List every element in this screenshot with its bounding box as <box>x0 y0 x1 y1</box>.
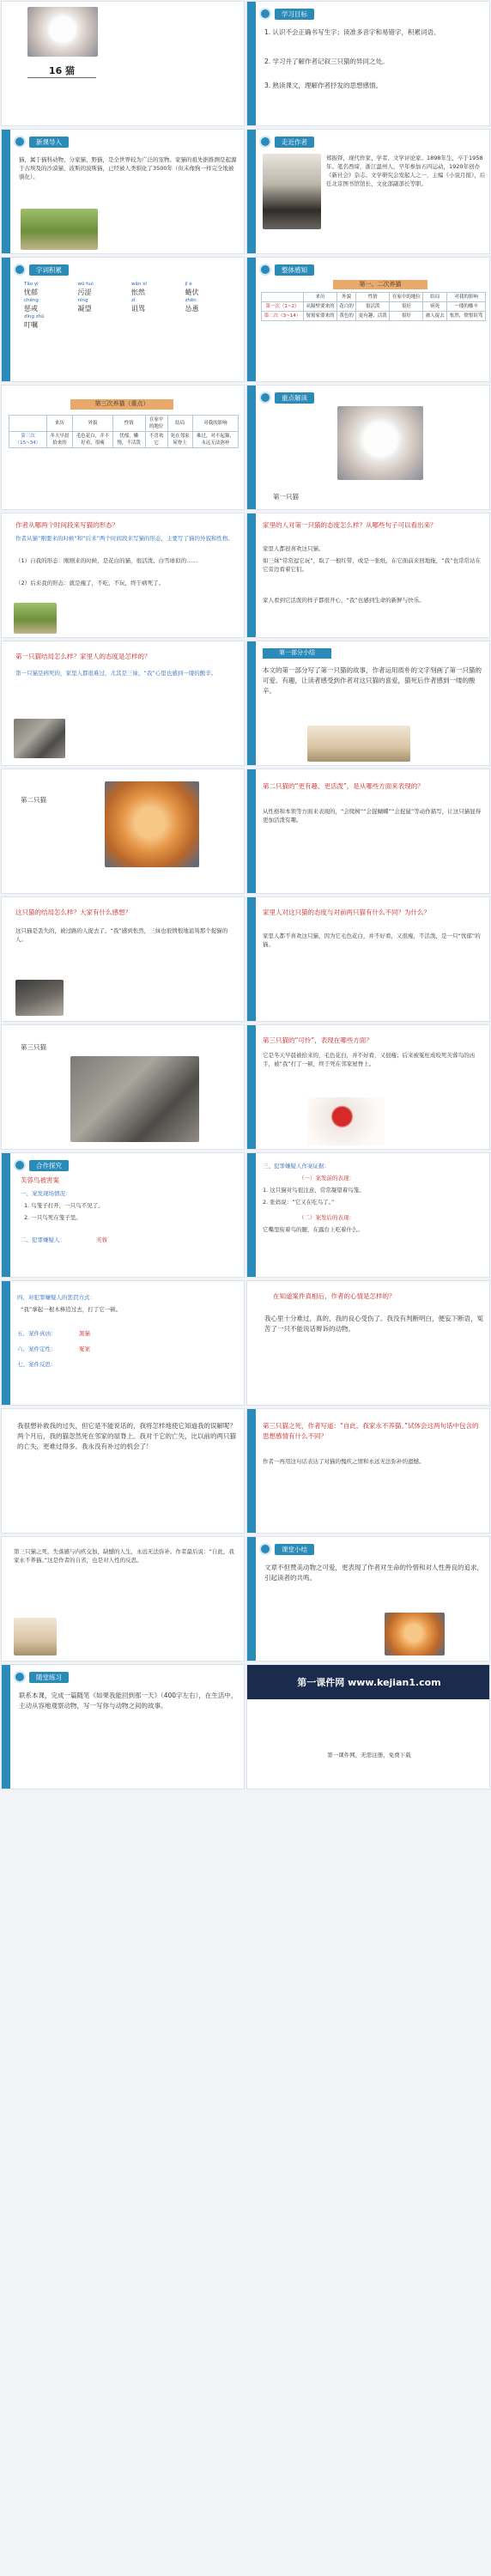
cat-flower-image <box>307 1097 385 1145</box>
cat-image <box>15 980 64 1016</box>
case-line: 1. 鸟笼子打开，一只鸟不见了。 <box>24 1202 104 1209</box>
header-label: 走近作者 <box>275 137 314 148</box>
slide-evidence[interactable] <box>246 1152 490 1278</box>
objective-1: 1. 认识不会正确书写生字；读准多音字和易错字，积累词语。 <box>264 28 440 36</box>
kitten-image <box>27 7 98 57</box>
col-header: 外貌 <box>72 416 112 432</box>
slide-q-ending[interactable] <box>1 641 245 766</box>
pinyin: Tǎo yì <box>24 282 39 287</box>
case-line: 一、案发现场情况： <box>21 1190 71 1197</box>
evidence-line: 它嘴里衔着鸟的腿，在露台上吃着什么。 <box>263 1226 363 1233</box>
side-strip <box>247 1025 256 1149</box>
slide-q-second-ending[interactable] <box>1 896 245 1022</box>
question: 家里的人对第一只猫的态度怎么样？从哪些句子可以看出来？ <box>263 521 437 529</box>
answer-2: （1）自我的形态：刚刚来的时候，是花白的猫，很活泼、白雪球似的…… <box>15 557 198 564</box>
col-header: 在家中的地位 <box>145 416 167 432</box>
slide-vocab[interactable] <box>1 257 245 382</box>
evidence-line: 2. 张妈说：“它又在吃鸟了。” <box>263 1199 335 1206</box>
answer-3: （2）后来我的形态：就是瘦了，不吃，不玩，终于病死了。 <box>15 580 165 586</box>
cat-image <box>14 719 65 758</box>
col-header: 外貌 <box>337 293 356 302</box>
header-icon <box>259 136 271 148</box>
col-header: 性情 <box>356 293 390 302</box>
slide-case[interactable] <box>1 1152 245 1278</box>
vocab-word: 忧郁 <box>24 289 38 296</box>
vocab-word: 叮嘱 <box>24 321 38 329</box>
table-cell: 不喜欢它 <box>145 432 167 448</box>
header-icon <box>259 8 271 20</box>
vocab-word: 怅然 <box>131 289 145 296</box>
case-verdict: 冤案 <box>79 1346 90 1352</box>
vocab-word: 凝望 <box>77 305 92 313</box>
section-header <box>259 1542 314 1556</box>
orange-cat-image <box>105 781 199 867</box>
header-label: 新课导入 <box>29 137 69 148</box>
caption: 第二只猫 <box>21 796 46 804</box>
evidence-line: 1. 这只猫对鸟很注意，常常凝望着鸟笼。 <box>263 1187 365 1194</box>
evidence-line: （一）案发前的表现： <box>299 1175 355 1182</box>
table-cell: 被人捉去 <box>423 312 447 321</box>
section-header <box>14 1158 69 1172</box>
slide-regret[interactable] <box>1 1408 245 1534</box>
table-cell: 怅然，愤恨诅骂 <box>447 312 486 321</box>
col-header: 对我的影响 <box>192 416 238 432</box>
table-cell: 冬天早晨 拾来的 <box>46 432 72 448</box>
site-logo[interactable]: 第一课件网 www.kejian1.com <box>247 1665 490 1699</box>
header-icon <box>259 1543 271 1555</box>
table-cell: 黄色的 <box>337 312 356 321</box>
exercise-text: 联系本课，完成一篇随笔《如果我能回到那一天》（400字左右），在生活中，主动从容地观察动物，写一写你与动物之间的故事。 <box>19 1692 238 1710</box>
question: 在知道案件真相后，作者的心情是怎样的？ <box>273 1292 396 1300</box>
slide-q-pitiful[interactable] <box>246 1024 490 1150</box>
table-cell: 病死 <box>423 302 447 312</box>
case-title: 芙蓉鸟被害案 <box>21 1176 59 1184</box>
table-heading: 第一、二次养猫 <box>333 280 427 289</box>
slide-q-thought[interactable] <box>246 1408 490 1534</box>
table-cell: 死在邻家屋脊上 <box>167 432 192 448</box>
slide-objectives[interactable] <box>246 1 490 126</box>
slide-key-reading[interactable] <box>246 385 490 510</box>
answer: 这只猫是丢失的，被过路的人捉去了。“我”感到怅然，三妹也很愤恨地诅骂那个捉猫的人。 <box>15 927 228 943</box>
true-culprit: 黑猫 <box>79 1330 90 1337</box>
table-cell: 忧郁，懒惰，不活泼 <box>112 432 145 448</box>
table-cell: 从隔壁要来的 <box>303 302 336 312</box>
header-icon <box>14 264 26 276</box>
evidence-line: 三、犯罪嫌疑人作案证据： <box>263 1163 330 1170</box>
table-cell: 更有趣、活泼 <box>356 312 390 321</box>
row-header: 第一次（1~2） <box>262 302 304 312</box>
answer: 家里人都不喜欢这只猫，因为它毛色花白，并不好看，又很瘦，不活泼，是一只“忧郁”的猫。 <box>263 933 481 948</box>
header-label: 学习目标 <box>275 9 314 20</box>
vocab-word: 怂恿 <box>185 305 199 313</box>
header-label: 合作探究 <box>29 1160 69 1171</box>
third-cat-table <box>9 415 239 448</box>
vocab-word: 污涩 <box>77 289 92 296</box>
objective-2: 2. 学习并了解作者记叙三只猫的异同之处。 <box>264 58 389 65</box>
case-line: 五、案件真凶： <box>17 1330 57 1337</box>
question: 第一只猫结局怎么样？家里人的态度是怎样的？ <box>15 653 151 660</box>
answer: 从性格和本领等方面来表现的，“会爬树”“会捉蝴蝶”“会捉鼠”等动作描写，让这只猫显得更加活泼有趣。 <box>263 808 482 823</box>
side-strip <box>247 897 256 1021</box>
lesson-title: 16 猫 <box>27 64 96 78</box>
slide-q-form[interactable] <box>1 513 245 638</box>
question: 第二只猫的“更有趣、更活泼”，是从哪些方面来表现的？ <box>263 782 424 790</box>
question: 这只猫的结局怎么样？大家有什么感想？ <box>15 908 131 916</box>
caption: 第一只猫 <box>273 493 299 501</box>
section-header <box>259 391 314 404</box>
reflection-text: 第三只猫之死，失落感与内疚交加，缺憾的人生，永远无法弥补。作者最后说：“自此，我家永不养猫。”这是作者的自省，也是对人性的反思。 <box>14 1548 234 1564</box>
footer-text: 第一课件网，无需注册，免费下载 <box>327 1752 411 1759</box>
header-icon <box>14 136 26 148</box>
side-strip <box>2 1153 10 1277</box>
author-text: 郑振铎，现代作家、学者、文学评论家。1898年生，卒于1958年。笔名西谛，浙江温州人，早年参加五四运动，1920年创办《新社会》杂志。文学研究会发起人之一，主编《小说月报》，后任北京图书馆馆长、文化部副部长等职。 <box>326 155 486 187</box>
row-header: 第三次（15~34） <box>9 432 47 448</box>
table-cell: 很好 <box>390 302 423 312</box>
regret-text: 我很想补救我的过失，但它是不能说话的，我将怎样地使它知道我的误解呢？两个月后，我的猫忽然死在邻家的屋脊上。我对于它的亡失，比以前的两只猫的亡失，更难过得多。我永没有补过的机会了！ <box>17 1422 236 1450</box>
col-header: 在家中的地位 <box>390 293 423 302</box>
answer-1: 家里人都很喜欢这只猫。 <box>263 545 324 552</box>
col-header: 性情 <box>112 416 145 432</box>
header-icon <box>259 392 271 404</box>
answer-3: 家人看到它活泼的样子都很开心，“我”也感到生命的新鲜与快乐。 <box>263 597 425 604</box>
vocab-grid <box>24 282 239 330</box>
side-strip <box>2 258 10 381</box>
summary-text: 文章不但赞美动物之可爱，更表现了作者对生命的怜惜和对人性善良的追求，引起读者的共鸣。 <box>264 1564 483 1582</box>
pinyin: jī è <box>185 282 192 287</box>
case-line: 六、案件定性： <box>17 1346 57 1352</box>
slide-author[interactable] <box>246 129 490 254</box>
evidence-line: （二）案发后的表现： <box>299 1214 355 1221</box>
question: 第三只猫之死，作者写道：“自此，我家永不养猫。”试体会这两句话中包含的思想感情有什么不同？ <box>263 1422 479 1440</box>
answer-1: 作者从猫“刚要来的时候”和“后来”两个时间段来写猫的形态，主要写了猫的外貌和性格。 <box>15 535 233 542</box>
cat-image <box>14 1618 57 1656</box>
col-header: 来历 <box>46 416 72 432</box>
side-strip <box>247 1153 256 1277</box>
slide-intro[interactable] <box>1 129 245 254</box>
table-cell: 花白的 <box>337 302 356 312</box>
table-cell: 很好 <box>390 312 423 321</box>
gray-cat-image <box>70 1056 199 1142</box>
overview-table <box>261 292 486 321</box>
pinyin: dīng zhǔ <box>24 314 45 319</box>
pinyin: zǐ <box>131 298 136 303</box>
section-header <box>259 7 314 21</box>
table-cell: 一缕的酸辛 <box>447 302 486 312</box>
pinyin: zhēn <box>185 298 197 303</box>
cat-image <box>307 726 410 762</box>
case-line: 2. 一只鸟死在笼子里。 <box>24 1214 82 1221</box>
slide-punishment[interactable] <box>1 1280 245 1406</box>
side-strip <box>247 1409 256 1533</box>
header-label: 随堂练习 <box>29 1672 69 1683</box>
question: 作者从哪两个时间段来写猫的形态？ <box>15 521 118 529</box>
section-header <box>14 263 69 276</box>
vocab-word: 诅骂 <box>131 305 145 313</box>
cat-grass-image <box>21 209 98 250</box>
cat-image <box>14 603 57 634</box>
slide-summary-1[interactable] <box>246 641 490 766</box>
case-line: 七、案件反思： <box>17 1361 57 1368</box>
side-strip <box>2 1281 10 1405</box>
side-strip <box>247 769 256 893</box>
question: 第三只猫的“可怜”，表现在哪些方面？ <box>263 1036 373 1044</box>
table-heading: 第三次养猫（重点） <box>70 399 173 410</box>
side-strip <box>2 130 10 253</box>
question: 家里人对这只猫的态度与对前两只猫有什么不同？为什么？ <box>263 908 430 916</box>
header-icon <box>14 1671 26 1683</box>
row-header: 第二次（3~14） <box>262 312 304 321</box>
table-cell: 很活泼 <box>356 302 390 312</box>
section-header <box>259 263 314 276</box>
slide-end[interactable] <box>246 1664 490 1789</box>
answer: 第一只猫是病死的，家里人都很难过，尤其是三妹，“我”心里也感到一缕的酸辛。 <box>15 670 217 677</box>
answer: 我心里十分难过，真的，我的良心受伤了。我没有判断明白，便妄下断语，冤苦了一只不能说话辩诉的动物。 <box>264 1315 483 1333</box>
pinyin: wǎn xī <box>131 282 147 287</box>
col-header: 结局 <box>167 416 192 432</box>
side-strip <box>247 513 256 637</box>
slide-q-family[interactable] <box>246 513 490 638</box>
side-strip <box>247 130 256 253</box>
intro-text: 猫，属于猫科动物，分家猫、野猫，是全世界较为广泛的宠物。家猫的祖先据推测是起源于古埃及的沙漠猫，波斯的波斯猫，已经被人类驯化了3500年（但未像狗一样完全地被驯化）。 <box>19 156 237 180</box>
slide-q-third-attitude[interactable] <box>246 896 490 1022</box>
table-cell: 毛色花白，并不好看，很瘦 <box>72 432 112 448</box>
answer: 它是冬天早晨被拾来的，毛色花白，并不好看，又很瘦；后来被冤枉成咬死芙蓉鸟的凶手，被“我”打了一顿，终于死在邻家屋脊上。 <box>263 1052 475 1067</box>
col-header: 对我的影响 <box>447 293 486 302</box>
side-strip <box>2 1665 10 1789</box>
header-label: 课堂小结 <box>275 1544 314 1555</box>
side-strip <box>247 386 256 509</box>
header-label: 字词积累 <box>29 264 69 276</box>
header-label: 整体感知 <box>275 264 314 276</box>
side-strip <box>247 641 256 765</box>
side-strip <box>247 1537 256 1661</box>
section-header <box>259 135 314 149</box>
slide-exercise[interactable] <box>1 1664 245 1789</box>
slide-reflection[interactable] <box>1 1536 245 1662</box>
slide-second-cat[interactable] <box>1 769 245 894</box>
summary-text: 本文的第一部分写了第一只猫的故事，作者运用质朴的文字刻画了第一只猫的可爱、有趣，让读者感受到作者对这只猫的喜爱，猫死后作者感到一缕的酸辛。 <box>263 666 482 695</box>
col-header: 结局 <box>423 293 447 302</box>
header-icon <box>14 1159 26 1171</box>
side-strip <box>247 258 256 381</box>
col-header: 来历 <box>303 293 336 302</box>
section-header <box>14 1670 69 1684</box>
section-header: 第一部分小结 <box>263 648 331 659</box>
slide-title[interactable] <box>1 1 245 126</box>
answer: 作者一再用这句话表达了对猫的愧疚之情和永远无法弥补的遗憾。 <box>263 1458 425 1465</box>
caption: 第三只猫 <box>21 1043 46 1051</box>
side-strip <box>247 2 256 125</box>
case-line: “我”拿起一根木棒追过去，打了它一顿。 <box>21 1306 122 1313</box>
slide-q-feeling[interactable] <box>246 1280 490 1406</box>
slide-third-cat-table[interactable] <box>1 385 245 510</box>
answer-2: 如三妹“常常逗它玩”，取了一根红带，或是一张纸，在它面前来回地拖，“我”也常常站在它旁边看着它们。 <box>263 557 481 573</box>
pinyin: níng <box>77 298 88 303</box>
white-cat-image <box>337 406 423 480</box>
case-line: 四、对犯罪嫌疑人的惩罚方式： <box>17 1294 95 1301</box>
header-icon <box>259 264 271 276</box>
objective-3: 3. 熟读课文，理解作者抒发的思想感情。 <box>264 82 383 89</box>
case-line: 二、犯罪嫌疑人： <box>21 1236 65 1243</box>
vocab-word: 惩戒 <box>24 305 38 313</box>
pinyin: wū huì <box>77 282 94 287</box>
pinyin: chéng <box>24 298 39 303</box>
vocab-word: 蜷伏 <box>185 289 199 296</box>
slide-q-second[interactable] <box>246 769 490 894</box>
slide-third-cat[interactable] <box>1 1024 245 1150</box>
author-portrait <box>263 154 321 229</box>
table-cell: 难过，对不起猫，永远无法弥补 <box>192 432 238 448</box>
section-header <box>14 135 69 149</box>
cat-image <box>385 1613 445 1656</box>
slide-overview[interactable] <box>246 257 490 382</box>
table-cell: 舅舅家要来的 <box>303 312 336 321</box>
suspect: 芙蓉 <box>96 1236 107 1243</box>
header-label: 重点解读 <box>275 392 314 404</box>
slide-summary[interactable] <box>246 1536 490 1662</box>
